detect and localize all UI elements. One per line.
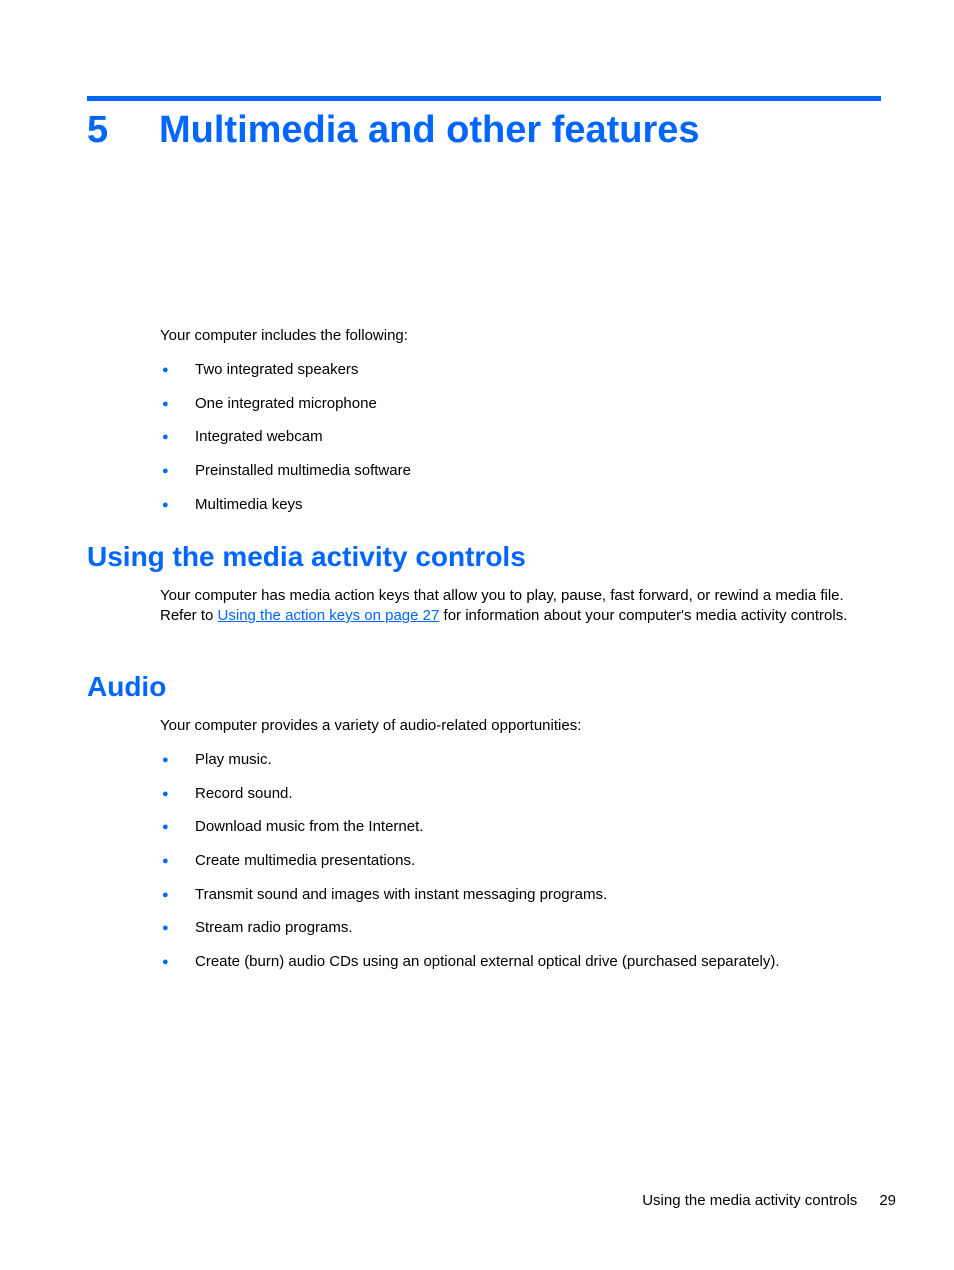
list-item-text: Preinstalled multimedia software bbox=[195, 462, 411, 480]
media-controls-text-before: Your computer has media action keys that allow you to play, pause, fast forward, or rewind a media file. Refer to bbox=[160, 587, 844, 624]
chapter-title-text: Multimedia and other features bbox=[159, 109, 700, 151]
bullet-icon: ● bbox=[162, 922, 169, 935]
bullet-icon: ● bbox=[162, 364, 169, 376]
bullet-icon: ● bbox=[162, 465, 169, 478]
list-item bbox=[160, 851, 872, 871]
intro-feature-list bbox=[160, 360, 872, 528]
page-number: 29 bbox=[879, 1192, 896, 1209]
intro-paragraph: Your computer includes the following: bbox=[160, 327, 408, 344]
list-item bbox=[160, 952, 872, 972]
bullet-icon: ● bbox=[162, 498, 169, 511]
bullet-icon: ● bbox=[162, 956, 169, 969]
list-item-text: Create (burn) audio CDs using an optional external optical drive (purchased separately). bbox=[195, 953, 780, 971]
list-item-text: Download music from the Internet. bbox=[195, 818, 424, 836]
list-item bbox=[160, 394, 872, 414]
list-item bbox=[160, 918, 872, 938]
bullet-icon: ● bbox=[162, 754, 169, 766]
chapter-number: 5 bbox=[87, 109, 109, 151]
list-item-text: Two integrated speakers bbox=[195, 361, 359, 378]
audio-feature-list bbox=[160, 750, 872, 986]
section-heading-media-controls: Using the media activity controls bbox=[87, 541, 526, 572]
bullet-icon: ● bbox=[162, 855, 169, 868]
list-item bbox=[160, 360, 872, 380]
list-item-text: Record sound. bbox=[195, 784, 293, 802]
bullet-icon: ● bbox=[162, 431, 169, 444]
list-item-text: Transmit sound and images with instant messaging programs. bbox=[195, 885, 608, 903]
list-item-text: Multimedia keys bbox=[195, 495, 303, 513]
list-item-text: Integrated webcam bbox=[195, 428, 323, 446]
list-item-text: Stream radio programs. bbox=[195, 919, 353, 937]
page-footer bbox=[642, 1191, 896, 1211]
list-item bbox=[160, 784, 872, 804]
footer-section-title: Using the media activity controls bbox=[642, 1192, 858, 1209]
list-item bbox=[160, 461, 872, 481]
media-controls-paragraph bbox=[160, 586, 872, 626]
list-item bbox=[160, 427, 872, 447]
list-item bbox=[160, 885, 872, 905]
bullet-icon: ● bbox=[162, 397, 169, 410]
list-item bbox=[160, 817, 872, 837]
list-item bbox=[160, 750, 872, 770]
bullet-icon: ● bbox=[162, 888, 169, 901]
chapter-title bbox=[87, 106, 700, 154]
bullet-icon: ● bbox=[162, 821, 169, 834]
bullet-icon: ● bbox=[162, 787, 169, 800]
audio-paragraph: Your computer provides a variety of audio-related opportunities: bbox=[160, 717, 582, 734]
chapter-rule bbox=[87, 96, 881, 101]
list-item-text: One integrated microphone bbox=[195, 394, 377, 412]
media-controls-text-after: for information about your computer's media activity controls. bbox=[439, 607, 848, 624]
action-keys-link[interactable]: Using the action keys on page 27 bbox=[217, 607, 440, 624]
section-heading-audio: Audio bbox=[87, 671, 167, 702]
list-item-text: Play music. bbox=[195, 751, 272, 768]
list-item bbox=[160, 495, 872, 515]
list-item-text: Create multimedia presentations. bbox=[195, 852, 416, 870]
